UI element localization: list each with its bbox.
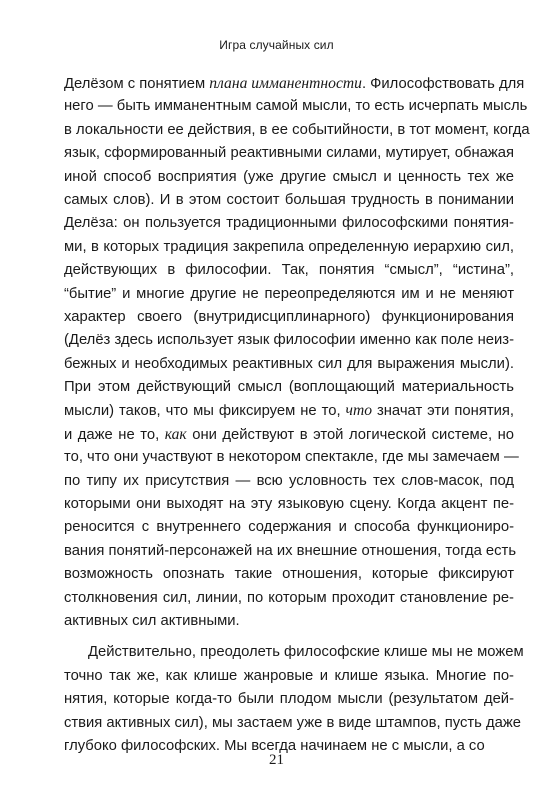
- text-segment: ствия активных сил), мы застаем уже в виде штампов, пусть даже: [64, 714, 521, 731]
- text-segment: иной способ восприятия (уже другие смысл и ценность тех же: [64, 168, 514, 185]
- text-line: [64, 610, 514, 633]
- text-segment: и даже не то,: [64, 426, 165, 443]
- text-segment: (Делёз здесь использует язык философии именно как поле неиз-: [64, 332, 514, 349]
- text-line: [64, 665, 514, 688]
- text-line: [64, 329, 514, 352]
- text-line: [64, 212, 514, 235]
- text-segment: Делёзом с понятием: [64, 76, 210, 92]
- italic-term: плана имманентности: [209, 75, 362, 92]
- text-segment: в локальности ее действия, в ее событийности, в тот момент, когда: [64, 121, 530, 138]
- text-line: [64, 712, 521, 735]
- text-line: [64, 493, 514, 516]
- text-line: [64, 540, 517, 563]
- text-segment: “бытие” и многие другие не переопределяются им и не меняют: [64, 285, 514, 302]
- text-line: [64, 306, 514, 329]
- text-line: [64, 688, 514, 711]
- text-segment: него — быть имманентным самой мысли, то есть исчерпать мысль: [64, 98, 528, 115]
- text-segment: бежных и необходимых реактивных сил для выражения мысли).: [64, 355, 514, 372]
- text-segment: то, что они участвуют в некотором спектакле, где мы замечаем —: [64, 449, 519, 466]
- text-segment: значат эти понятия,: [372, 403, 514, 420]
- text-segment: которыми они выходят на эту языковую сцену. Когда акцент пе-: [64, 496, 514, 513]
- italic-term: как: [164, 425, 187, 443]
- text-segment: . Философствовать для: [361, 76, 525, 92]
- text-segment: нятия, которые когда-то были плодом мысли (результатом дей-: [64, 691, 514, 708]
- text-line: [64, 119, 530, 142]
- text-segment: реносится с внутреннего содержания и способа функциониро-: [64, 519, 514, 536]
- text-segment: по типу их присутствия — всю условность тех слов-масок, под: [64, 472, 514, 489]
- text-line: [64, 470, 514, 493]
- text-line: [64, 142, 514, 165]
- text-segment: Действительно, преодолеть философские клише мы не можем: [88, 644, 524, 661]
- text-line: [64, 641, 524, 664]
- text-line: [64, 166, 514, 189]
- text-line: [64, 72, 525, 95]
- text-line: [64, 563, 514, 586]
- text-line: [64, 423, 514, 446]
- text-segment: язык, сформированный реактивными силами, мутирует, обнажая: [64, 145, 514, 162]
- paragraph-gap: [64, 633, 514, 641]
- text-segment: глубоко философских. Мы всегда начинаем не с мысли, а со: [64, 737, 485, 754]
- text-segment: действующих в философии. Так, понятия “смысл”, “истина”,: [64, 262, 514, 279]
- text-segment: точно так же, как клише жанровые и клише языка. Многие по-: [64, 667, 514, 684]
- running-head: Игра случайных сил: [219, 38, 334, 52]
- text-segment: они действуют в этой логической системе, но: [186, 426, 514, 443]
- paragraph-2: [64, 641, 524, 758]
- text-line: [64, 446, 519, 469]
- text-segment: самых слов). И в этом состоит большая трудность в понимании: [64, 191, 514, 208]
- page-number: 21: [269, 752, 284, 768]
- text-line: [64, 587, 514, 610]
- text-segment: ми, в которых традиция закрепила определенную иерархию сил,: [64, 238, 514, 255]
- italic-term: что: [345, 402, 373, 420]
- text-segment: столкновения сил, линии, по которым проходит становление ре-: [64, 589, 514, 606]
- text-line: [64, 283, 514, 306]
- text-line: [64, 259, 514, 282]
- text-line: [64, 353, 514, 376]
- text-segment: вания понятий-персонажей на их внешние отношения, тогда есть: [64, 542, 517, 559]
- text-segment: характер своего (внутридисциплинарного) функционирования: [64, 308, 514, 325]
- text-segment: активных сил активными.: [64, 612, 240, 629]
- text-line: [64, 376, 514, 399]
- text-segment: мысли) таков, что мы фиксируем не то,: [64, 403, 346, 420]
- body-text: [64, 72, 530, 758]
- paragraph-1: [64, 72, 530, 633]
- text-line: [64, 189, 514, 212]
- text-segment: При этом действующий смысл (воплощающий материальность: [64, 379, 514, 396]
- text-segment: возможность опознать такие отношения, которые фиксируют: [64, 566, 514, 583]
- text-line: [64, 95, 528, 118]
- text-segment: Делёза: он пользуется традиционными философскими понятия-: [64, 215, 514, 232]
- text-line: [64, 236, 514, 259]
- text-line: [64, 516, 514, 539]
- text-line: [64, 399, 514, 422]
